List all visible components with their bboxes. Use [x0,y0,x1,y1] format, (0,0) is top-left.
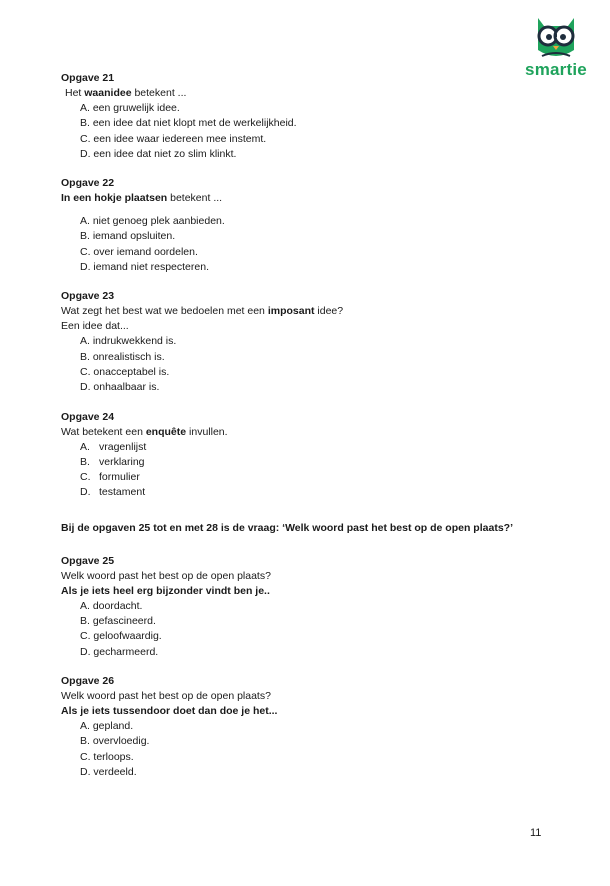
question-25 [61,554,561,660]
question-title: Opgave 25 [61,554,115,567]
option-letter: C. [80,471,91,484]
option-letter: B. [80,455,90,468]
option-letter: D. [80,486,91,499]
question-subtext: Een idee dat... [61,320,129,333]
question-text-pre: Wat zegt het best wat we bedoelen met een [61,305,268,318]
option-d: D. gecharmeerd. [80,645,159,658]
option-d [61,485,561,500]
option-c: C. geloofwaardig. [80,630,162,643]
question-sentence: Als je iets tussendoor doet dan doe je het... [61,704,278,717]
option-b: B. overvloedig. [80,735,150,748]
question-sentence: Als je iets heel erg bijzonder vindt ben je.. [61,584,270,597]
owl-icon [528,12,584,62]
option-b: B. iemand opsluiten. [80,230,176,243]
question-24 [61,410,561,501]
question-text: Welk woord past het best op de open plaats? [61,689,271,702]
option-c: C. onacceptabel is. [80,365,170,378]
question-text-pre: Wat betekent een [61,425,146,438]
question-title: Opgave 21 [61,72,115,84]
answer-options [61,599,561,660]
question-title: Opgave 26 [61,674,115,687]
option-d: D. een idee dat niet zo slim klinkt. [80,147,237,160]
option-text: testament [99,486,146,499]
question-title: Opgave 23 [61,290,115,303]
question-text-pre: Het [65,87,85,99]
option-letter: A. [80,440,90,453]
question-26 [61,674,561,780]
answer-options [61,214,561,275]
option-text: verklaring [99,455,145,468]
question-21 [61,71,561,162]
option-c: C. een idee waar iedereen mee instemt. [80,132,267,145]
option-text: vragenlijst [99,440,147,453]
option-d: D. verdeeld. [80,765,137,778]
option-a: A. niet genoeg plek aanbieden. [80,215,225,228]
answer-options [61,440,561,501]
page-number: 11 [530,827,542,839]
question-title: Opgave 24 [61,410,115,423]
answer-options [61,101,561,162]
section-instruction: Bij de opgaven 25 tot en met 28 is de vraag: ‘Welk woord past het best op de open plaats?’ [61,521,513,534]
option-a: A. doordacht. [80,599,143,612]
option-d: D. onhaalbaar is. [80,381,160,394]
question-keyword: imposant [267,305,315,318]
question-text-post: betekent ... [131,87,187,99]
option-c: C. over iemand oordelen. [80,245,198,258]
question-text-post: betekent ... [167,192,223,205]
question-text: Welk woord past het best op de open plaats? [61,569,271,582]
question-text [61,86,561,101]
option-c [61,470,561,485]
question-keyword: enquête [145,425,187,438]
question-23 [61,289,561,395]
question-text [61,425,561,440]
question-keyword: waanidee [84,87,132,99]
question-text-post: idee? [314,305,344,318]
question-title: Opgave 22 [61,177,115,190]
option-c: C. terloops. [80,750,134,763]
option-d: D. iemand niet respecteren. [80,261,209,274]
option-a: A. indrukwekkend is. [80,335,177,348]
question-text [61,304,561,319]
worksheet-content [61,71,561,794]
answer-options [61,719,561,780]
option-b: B. gefascineerd. [80,615,156,628]
question-keyword: In een hokje plaatsen [61,192,168,205]
option-b: B. onrealistisch is. [80,350,165,363]
question-text-post: invullen. [186,425,228,438]
option-a [61,440,561,455]
option-a: A. gepland. [80,719,134,732]
option-b [61,455,561,470]
logo-brand-text: smartie [525,60,587,79]
answer-options [61,334,561,395]
question-22 [61,176,561,275]
option-b: B. een idee dat niet klopt met de werkelijkheid. [80,117,297,130]
option-text: formulier [99,471,140,484]
question-text [61,191,561,206]
option-a: A. een gruwelijk idee. [80,102,180,114]
